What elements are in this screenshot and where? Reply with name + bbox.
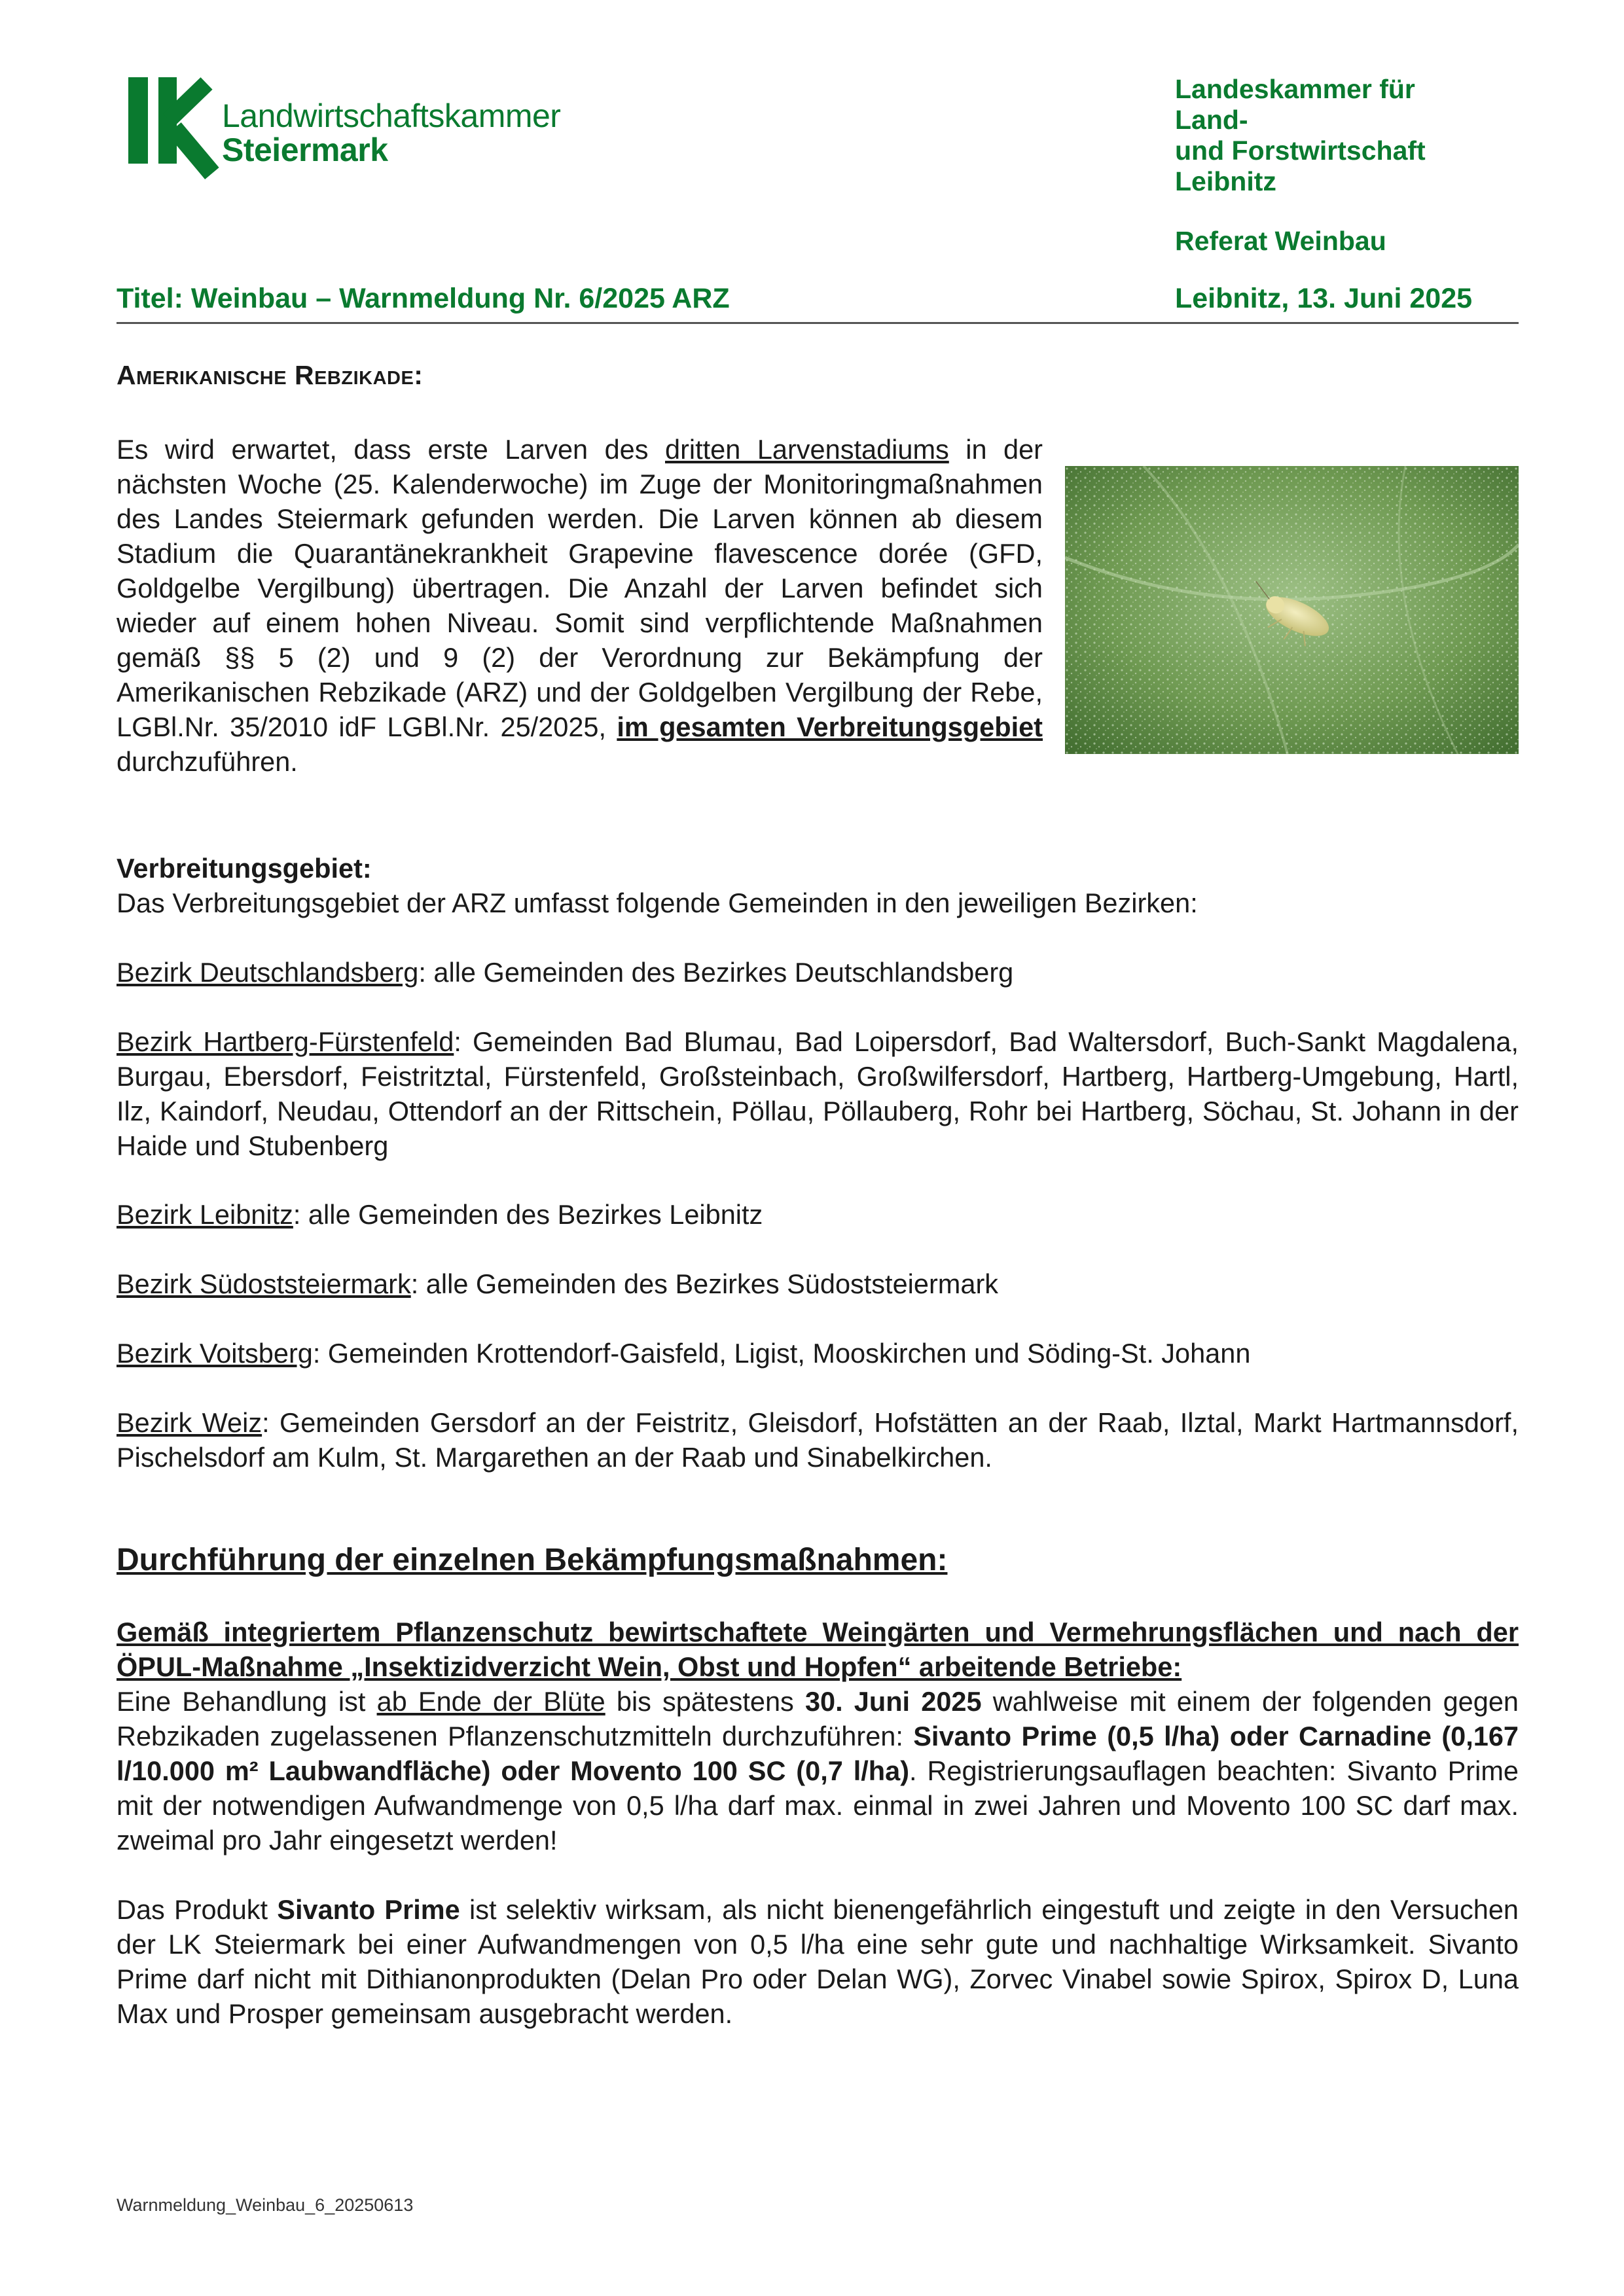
- lk-logo: [128, 77, 573, 169]
- section-heading-arz: Amerikanische Rebzikade:: [117, 360, 424, 390]
- document-title: Titel: Weinbau – Warnmeldung Nr. 6/2025 ARZ: [117, 283, 730, 314]
- district-voitsberg: Bezirk Voitsberg: Gemeinden Krottendorf-Gaisfeld, Ligist, Mooskirchen und Söding-St. Johann: [117, 1338, 1251, 1369]
- measures-subheading: Gemäß integriertem Pflanzenschutz bewirtschaftete Weingärten und Vermehrungsflächen und nach der ÖPUL-Maßnahme „Insektizidverzicht Wein, Obst und Hopfen“ arbeitende Betriebe:: [117, 1617, 1519, 1682]
- org-line: Leibnitz: [1175, 166, 1276, 196]
- logo-line1: Landwirtschaftskammer: [222, 98, 561, 134]
- title-row: [117, 283, 1519, 324]
- org-line: Landeskammer für: [1175, 74, 1415, 104]
- distribution-emphasis: im gesamten Verbreitungsgebiet: [617, 711, 1043, 742]
- lk-logo-mark: [128, 77, 213, 166]
- section-heading-measures: Durchführung der einzelnen Bekämpfungsmaßnahmen:: [117, 1543, 948, 1577]
- distribution-intro: Das Verbreitungsgebiet der ARZ umfasst folgende Gemeinden in den jeweiligen Bezirken:: [117, 888, 1198, 918]
- logo-line2: Steiermark: [222, 132, 388, 168]
- department: Referat Weinbau: [1175, 226, 1386, 256]
- org-line: und Forstwirtschaft: [1175, 135, 1426, 166]
- district-hartberg-fuerstenfeld: Bezirk Hartberg-Fürstenfeld: Gemeinden Bad Blumau, Bad Loipersdorf, Bad Waltersdorf, Buch-Sankt Magdalena, Burgau, Ebersdorf, Feistritztal, Fürstenfeld, Großsteinbach, Großwilfersdorf, Hartberg, Hartberg-Umgebung, Hartl, Ilz, Kaindorf, Neudau, Ottendorf an der Rittschein, Pöllau, Pöllauberg, Rohr bei Hartberg, Söchau, St. Johann in der Haide und Stubenberg: [117, 1026, 1519, 1161]
- distribution-heading: Verbreitungsgebiet: Das Verbreitungsgebiet der ARZ umfasst folgende Gemeinden in den jeweiligen Bezirken:: [117, 853, 1198, 918]
- footer-filename: Warnmeldung_Weinbau_6_20250613: [117, 2195, 414, 2215]
- measures-paragraph: Eine Behandlung ist ab Ende der Blüte bis spätestens 30. Juni 2025 wahlweise mit einem der folgenden gegen Rebzikaden zugelassenen Pflanzenschutzmitteln durchzuführen: Sivanto Prime (0,5 l/ha) oder Carnadine (0,167 l/10.000 m² Laubwandfläche) oder Movento 100 SC (0,7 l/ha). Registrierungsauflagen beachten: Sivanto Prime mit der notwendigen Aufwandmenge von 0,5 l/ha darf max. einmal in zwei Jahren und Movento 100 SC darf max. zweimal pro Jahr eingesetzt werden!: [117, 1686, 1519, 1856]
- sivanto-paragraph: Das Produkt Sivanto Prime ist selektiv wirksam, als nicht bienengefährlich eingestuft und zeigte in den Versuchen der LK Steiermark bei einer Aufwandmengen von 0,5 l/ha eine sehr gute und nachhaltige Wirksamkeit. Sivanto Prime darf nicht mit Dithianonprodukten (Delan Pro oder Delan WG), Zorvec Vinabel sowie Spirox, Spirox D, Luna Max und Prosper gemeinsam ausgebracht werden.: [117, 1894, 1519, 2029]
- leafhopper-larva-photo: [1065, 466, 1519, 754]
- district-suedoststeiermark: Bezirk Südoststeiermark: alle Gemeinden des Bezirkes Südoststeiermark: [117, 1268, 999, 1299]
- larvae-stage-link-text: dritten Larvenstadiums: [665, 434, 949, 465]
- district-weiz: Bezirk Weiz: Gemeinden Gersdorf an der Feistritz, Gleisdorf, Hofstätten an der Raab, Ilztal, Markt Hartmannsdorf, Pischelsdorf am Kulm, St. Margarethen an der Raab und Sinabelkirchen.: [117, 1407, 1519, 1473]
- product-list: Sivanto Prime (0,5 l/ha) oder Carnadine (0,167 l/10.000 m² Laubwandfläche) oder Movento 100 SC (0,7 l/ha): [117, 1721, 1519, 1786]
- org-address: [1175, 74, 1542, 257]
- deadline-date: 30. Juni 2025: [804, 1686, 982, 1717]
- document-date: Leibnitz, 13. Juni 2025: [1175, 283, 1473, 314]
- org-line: Land-: [1175, 105, 1248, 135]
- intro-paragraph: Es wird erwartet, dass erste Larven des dritten Larvenstadiums in der nächsten Woche (25. Kalenderwoche) im Zuge der Monitoringmaßnahmen des Landes Steiermark gefunden werden. Die Larven können ab diesem Stadium die Quarantänekrankheit Grapevine flavescence dorée (GFD, Goldgelbe Vergilbung) übertragen. Die Anzahl der Larven befindet sich wieder auf einem hohen Niveau. Somit sind verpflichtende Maßnahmen gemäß §§ 5 (2) und 9 (2) der Verordnung zur Bekämpfung der Amerikanischen Rebzikade (ARZ) und der Goldgelben Vergilbung der Rebe, LGBl.Nr. 35/2010 idF LGBl.Nr. 25/2025, im gesamten Verbreitungsgebiet durchzuführen.: [117, 434, 1043, 777]
- district-leibnitz: Bezirk Leibnitz: alle Gemeinden des Bezirkes Leibnitz: [117, 1199, 763, 1230]
- district-deutschlandsberg: Bezirk Deutschlandsberg: alle Gemeinden des Bezirkes Deutschlandsberg: [117, 957, 1014, 988]
